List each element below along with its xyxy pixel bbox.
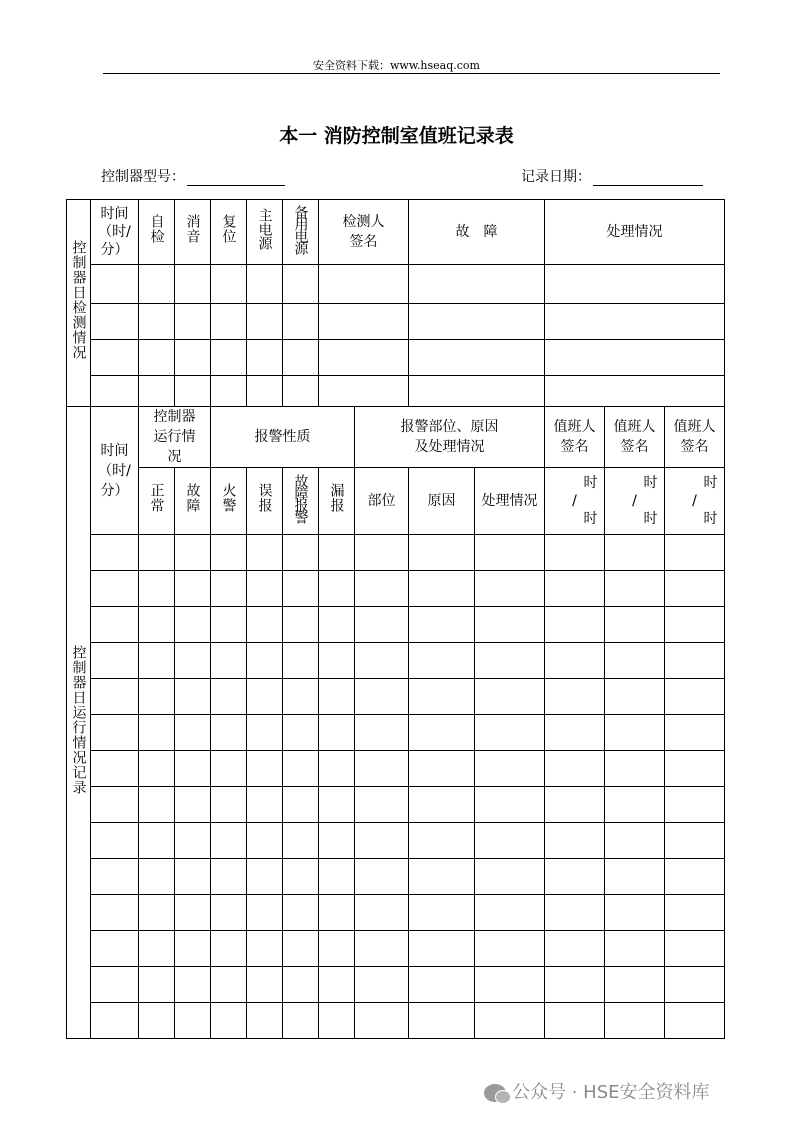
table-row <box>67 535 725 571</box>
header-self-check: 自检 <box>139 200 175 265</box>
record-date-label: 记录日期： <box>521 169 591 185</box>
header-rule <box>103 73 720 74</box>
table-row <box>67 859 725 895</box>
wechat-icon <box>484 1084 506 1102</box>
table-row <box>67 607 725 643</box>
table-row <box>67 787 725 823</box>
controller-model-field <box>101 166 285 186</box>
wechat-watermark <box>484 1078 710 1104</box>
download-header: 安全资料下载：www.hseaq.com <box>313 59 480 72</box>
header-fault-alarm: 故障报警 <box>283 468 319 535</box>
table-row <box>67 823 725 859</box>
header-location: 部位 <box>355 468 409 535</box>
header-shift-time-3: 时 / 时 <box>665 468 725 535</box>
header-duty-sign-3: 值班人签名 <box>665 407 725 468</box>
daily-inspection-table <box>66 199 725 407</box>
daily-operation-table <box>66 406 725 1039</box>
header-silence: 消音 <box>175 200 211 265</box>
record-date-field <box>521 166 703 186</box>
daily-operation-side-label: 控制器日运行情况记录 <box>67 407 91 1039</box>
header-fault: 故 障 <box>409 200 545 265</box>
table-row <box>67 265 725 304</box>
table-row <box>67 376 725 407</box>
header-time: 时间（时/分） <box>91 200 139 265</box>
header-shift-time-1: 时 / 时 <box>545 468 605 535</box>
header-main-power: 主电源 <box>247 200 283 265</box>
table-row <box>67 679 725 715</box>
header-inspector-sign: 检测人签名 <box>319 200 409 265</box>
controller-model-blank[interactable] <box>187 169 285 186</box>
table-row <box>67 304 725 340</box>
header-alarm-location: 报警部位、原因及处理情况 <box>355 407 545 468</box>
watermark-text: 公众号 · HSE安全资料库 <box>512 1082 710 1103</box>
header-backup-power: 备用电源 <box>283 200 319 265</box>
header-duty-sign-2: 值班人签名 <box>605 407 665 468</box>
daily-inspection-side-label: 控制器日检测情况 <box>67 200 91 407</box>
table-row <box>67 571 725 607</box>
header-false-alarm: 误报 <box>247 468 283 535</box>
header-fault: 故障 <box>175 468 211 535</box>
header-alarm-nature: 报警性质 <box>211 407 355 468</box>
header-duty-sign-1: 值班人签名 <box>545 407 605 468</box>
header-handling: 处理情况 <box>545 200 725 265</box>
table-row <box>67 340 725 376</box>
record-date-blank[interactable] <box>593 169 703 186</box>
table-row <box>67 1003 725 1039</box>
controller-model-label: 控制器型号： <box>101 169 185 185</box>
table-row <box>67 895 725 931</box>
header-missed-alarm: 漏报 <box>319 468 355 535</box>
table-row <box>67 643 725 679</box>
table-row <box>67 751 725 787</box>
header-fire-alarm: 火警 <box>211 468 247 535</box>
page-title: 本一 消防控制室值班记录表 <box>279 125 514 147</box>
table-row <box>67 715 725 751</box>
header-cause: 原因 <box>409 468 475 535</box>
header-shift-time-2: 时 / 时 <box>605 468 665 535</box>
table-row <box>67 931 725 967</box>
header-normal: 正常 <box>139 468 175 535</box>
header-reset: 复位 <box>211 200 247 265</box>
header-controller-status: 控制器运行情况 <box>139 407 211 468</box>
header-handling: 处理情况 <box>475 468 545 535</box>
header-time: 时间（时/分） <box>91 407 139 535</box>
table-row <box>67 967 725 1003</box>
